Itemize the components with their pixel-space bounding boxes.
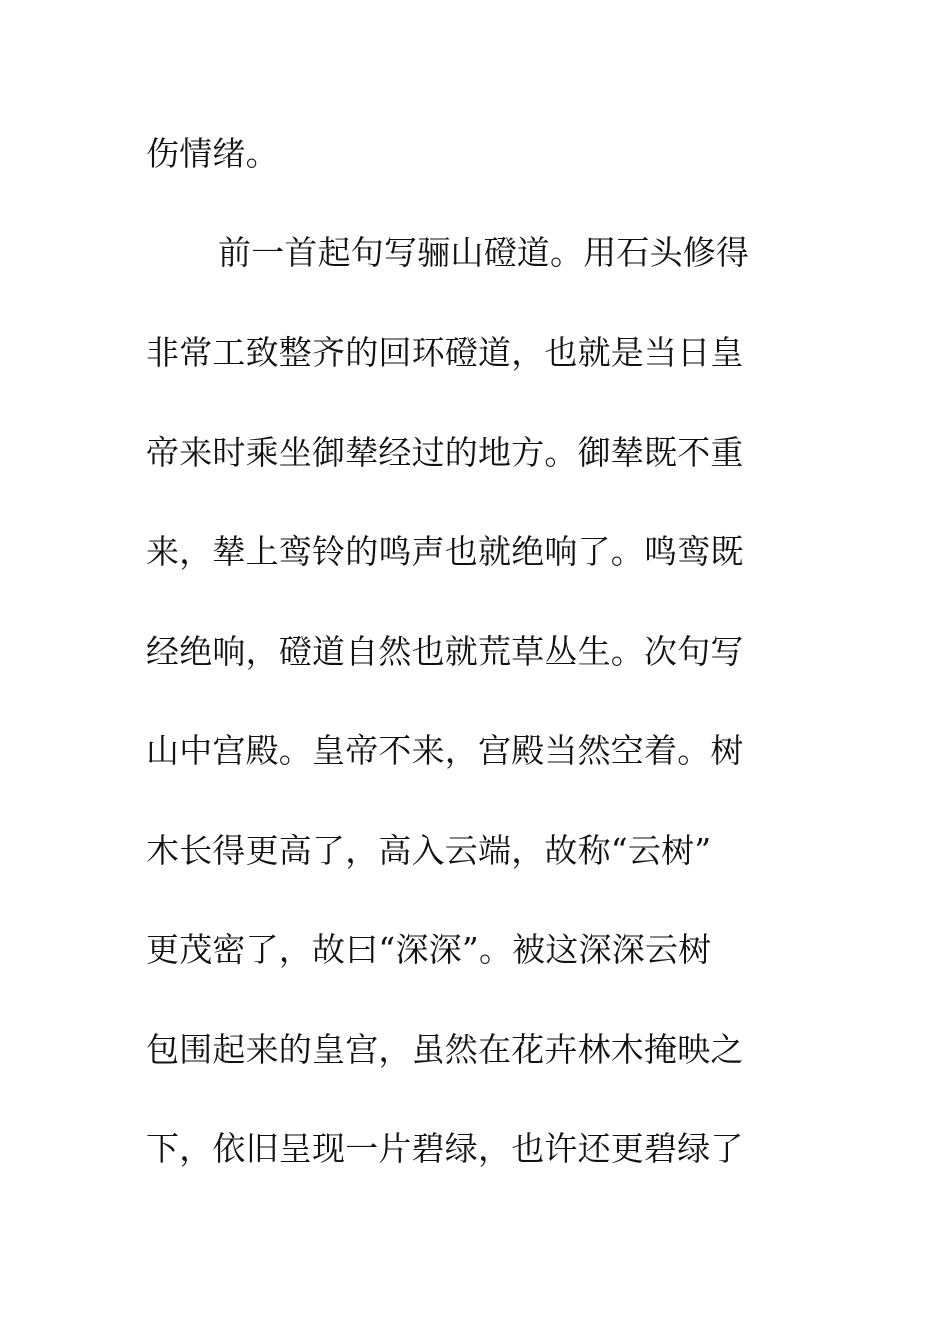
text-line-3: 非常工致整齐的回环磴道，也就是当日皇 bbox=[146, 333, 744, 372]
text-line-8: 木长得更高了，高入云端，故称“云树” bbox=[146, 831, 712, 870]
text-line-10: 包围起来的皇宫，虽然在花卉林木掩映之 bbox=[146, 1030, 744, 1069]
text-line-9: 更茂密了，故曰“深深”。被这深深云树 bbox=[146, 930, 712, 969]
text-line-6: 经绝响，磴道自然也就荒草丛生。次句写 bbox=[146, 632, 744, 671]
text-line-1: 伤情绪。 bbox=[146, 134, 279, 173]
paragraph-start-line: 前一首起句写骊山磴道。用石头修得 bbox=[218, 233, 750, 272]
text-line-11: 下，依旧呈现一片碧绿，也许还更碧绿了 bbox=[146, 1129, 744, 1168]
text-line-5: 来，辇上鸾铃的鸣声也就绝响了。鸣鸾既 bbox=[146, 532, 744, 571]
text-line-4: 帝来时乘坐御辇经过的地方。御辇既不重 bbox=[146, 433, 744, 472]
text-line-7: 山中宫殿。皇帝不来，宫殿当然空着。树 bbox=[146, 731, 744, 770]
